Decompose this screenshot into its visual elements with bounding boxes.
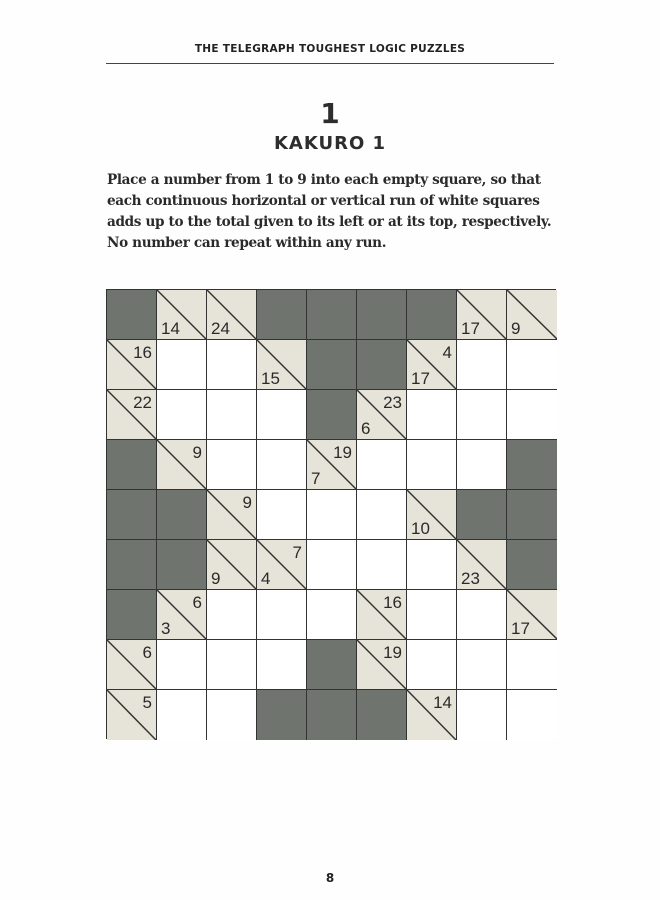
- clue-cell: [157, 590, 207, 640]
- blocked-cell: [507, 440, 557, 490]
- entry-cell[interactable]: [457, 340, 507, 390]
- entry-cell[interactable]: [307, 590, 357, 640]
- clue-cell: [457, 290, 507, 340]
- blocked-cell: [407, 290, 457, 340]
- entry-cell[interactable]: [207, 690, 257, 740]
- entry-cell[interactable]: [407, 440, 457, 490]
- clue-cell: [507, 590, 557, 640]
- across-clue-value: 14: [433, 693, 452, 712]
- entry-cell[interactable]: [357, 540, 407, 590]
- blocked-cell: [157, 490, 207, 540]
- blocked-cell: [157, 540, 207, 590]
- down-clue-value: 17: [511, 619, 530, 638]
- entry-cell[interactable]: [357, 440, 407, 490]
- clue-cell: [157, 440, 207, 490]
- down-clue-value: 10: [411, 519, 430, 538]
- entry-cell[interactable]: [357, 490, 407, 540]
- header-rule-divider: [106, 63, 554, 64]
- clue-cell: [507, 290, 557, 340]
- entry-cell[interactable]: [457, 590, 507, 640]
- blocked-cell: [307, 690, 357, 740]
- clue-cell: [107, 690, 157, 740]
- blocked-cell: [307, 290, 357, 340]
- across-clue-value: 16: [133, 343, 152, 362]
- blocked-cell: [107, 490, 157, 540]
- down-clue-value: 17: [411, 369, 430, 388]
- entry-cell[interactable]: [407, 640, 457, 690]
- page-number: 8: [325, 871, 335, 885]
- puzzle-number: 1: [320, 97, 340, 130]
- blocked-cell: [257, 690, 307, 740]
- down-clue-value: 17: [461, 319, 480, 338]
- clue-cell: [257, 540, 307, 590]
- clue-cell: [357, 590, 407, 640]
- entry-cell[interactable]: [157, 340, 207, 390]
- blocked-cell: [257, 290, 307, 340]
- entry-cell[interactable]: [207, 390, 257, 440]
- clue-cell: [357, 640, 407, 690]
- down-clue-value: 15: [261, 369, 280, 388]
- across-clue-value: 19: [383, 643, 402, 662]
- down-clue-value: 14: [161, 319, 180, 338]
- entry-cell[interactable]: [257, 640, 307, 690]
- clue-cell: [207, 490, 257, 540]
- clue-cell: [107, 640, 157, 690]
- clue-cell: [357, 390, 407, 440]
- blocked-cell: [307, 390, 357, 440]
- across-clue-value: 22: [133, 393, 152, 412]
- entry-cell[interactable]: [507, 640, 557, 690]
- entry-cell[interactable]: [407, 390, 457, 440]
- entry-cell[interactable]: [457, 640, 507, 690]
- down-clue-value: 4: [261, 569, 271, 588]
- down-clue-value: 6: [361, 419, 371, 438]
- entry-cell[interactable]: [307, 490, 357, 540]
- across-clue-value: 6: [192, 593, 202, 612]
- entry-cell[interactable]: [207, 440, 257, 490]
- entry-cell[interactable]: [257, 390, 307, 440]
- entry-cell[interactable]: [257, 590, 307, 640]
- clue-cell: [157, 290, 207, 340]
- across-clue-value: 19: [333, 443, 352, 462]
- entry-cell[interactable]: [207, 640, 257, 690]
- clue-cell: [407, 340, 457, 390]
- puzzle-instructions: Place a number from 1 to 9 into each empty square, so that each continuous horizontal or vertical run of white squares adds up to the total given to its left or at its top, respectively. No number can repeat within any run.: [107, 172, 552, 251]
- blocked-cell: [307, 340, 357, 390]
- blocked-cell: [357, 690, 407, 740]
- down-clue-value: 3: [161, 619, 171, 638]
- across-clue-value: 9: [192, 443, 202, 462]
- clue-cell: [407, 490, 457, 540]
- clue-cell: [107, 390, 157, 440]
- across-clue-value: 7: [292, 543, 302, 562]
- clue-cell: [207, 540, 257, 590]
- blocked-cell: [107, 440, 157, 490]
- entry-cell[interactable]: [207, 590, 257, 640]
- entry-cell[interactable]: [457, 390, 507, 440]
- across-clue-value: 16: [383, 593, 402, 612]
- across-clue-value: 9: [242, 493, 252, 512]
- entry-cell[interactable]: [457, 690, 507, 740]
- entry-cell[interactable]: [157, 390, 207, 440]
- across-clue-value: 5: [142, 693, 152, 712]
- down-clue-value: 7: [311, 469, 321, 488]
- down-clue-value: 9: [511, 319, 521, 338]
- blocked-cell: [307, 640, 357, 690]
- entry-cell[interactable]: [307, 540, 357, 590]
- across-clue-value: 6: [142, 643, 152, 662]
- blocked-cell: [107, 290, 157, 340]
- clue-cell: [257, 340, 307, 390]
- clue-cell: [207, 290, 257, 340]
- entry-cell[interactable]: [507, 340, 557, 390]
- entry-cell[interactable]: [407, 590, 457, 640]
- blocked-cell: [107, 590, 157, 640]
- entry-cell[interactable]: [507, 690, 557, 740]
- entry-cell[interactable]: [457, 440, 507, 490]
- entry-cell[interactable]: [157, 640, 207, 690]
- entry-cell[interactable]: [207, 340, 257, 390]
- entry-cell[interactable]: [407, 540, 457, 590]
- blocked-cell: [507, 540, 557, 590]
- entry-cell[interactable]: [157, 690, 207, 740]
- across-clue-value: 23: [383, 393, 402, 412]
- blocked-cell: [457, 490, 507, 540]
- across-clue-value: 4: [442, 343, 452, 362]
- clue-cell: [307, 440, 357, 490]
- clue-cell: [407, 690, 457, 740]
- entry-cell[interactable]: [257, 490, 307, 540]
- kakuro-grid: [106, 289, 556, 739]
- running-head: THE TELEGRAPH TOUGHEST LOGIC PUZZLES: [194, 43, 466, 55]
- clue-cell: [457, 540, 507, 590]
- blocked-cell: [357, 340, 407, 390]
- down-clue-value: 24: [211, 319, 230, 338]
- blocked-cell: [507, 490, 557, 540]
- blocked-cell: [357, 290, 407, 340]
- blocked-cell: [107, 540, 157, 590]
- puzzle-title: KAKURO 1: [273, 133, 387, 154]
- down-clue-value: 23: [461, 569, 480, 588]
- down-clue-value: 9: [211, 569, 221, 588]
- entry-cell[interactable]: [507, 390, 557, 440]
- entry-cell[interactable]: [257, 440, 307, 490]
- clue-cell: [107, 340, 157, 390]
